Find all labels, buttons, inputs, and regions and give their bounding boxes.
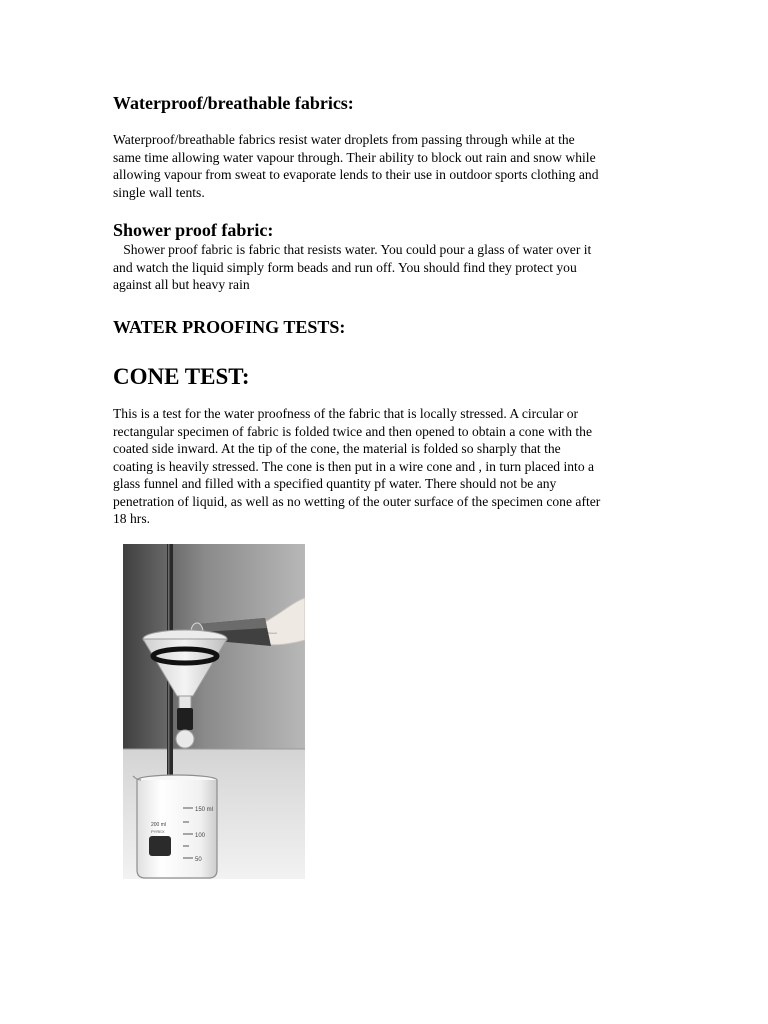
text-line: against all but heavy rain [113, 277, 250, 292]
paragraph-waterproof-breathable [113, 131, 658, 201]
text-line: Shower proof fabric is fabric that resists water. You could pour a glass of water over it [113, 242, 592, 257]
beaker-brand-label: PYREX [151, 829, 165, 834]
paragraph-shower-proof [113, 241, 658, 294]
text-line: rectangular specimen of fabric is folded twice and then opened to obtain a cone with the [113, 423, 593, 439]
heading-shower-proof: Shower proof fabric: [113, 220, 274, 240]
beaker-mark-100: 100 [195, 833, 206, 839]
heading-cone-test: CONE TEST: [113, 364, 250, 389]
text-line: and watch the liquid simply form beads and run off. You should find they protect you [113, 259, 577, 275]
text-line: allowing vapour from sweat to evaporate lends to their use in outdoor sports clothing and [113, 167, 599, 182]
text-line: coating is heavily stressed. The cone is then put in a wire cone and , in turn placed into a [113, 458, 595, 474]
text-line: same time allowing water vapour through. Their ability to block out rain and snow while [113, 149, 596, 165]
text-line: single wall tents. [113, 184, 205, 200]
text-line: This is a test for the water proofness of the fabric that is locally stressed. A circular or [113, 406, 579, 421]
beaker-volume-label: 200 ml [151, 822, 167, 828]
paragraph-cone-test [113, 405, 658, 528]
beaker-mark-50: 50 [195, 857, 202, 863]
text-line: 18 hrs. [113, 511, 151, 526]
cone-test-apparatus-photo [115, 544, 305, 884]
heading-water-proofing-tests: WATER PROOFING TESTS: [113, 317, 346, 337]
heading-waterproof-breathable: Waterproof/breathable fabrics: [113, 93, 354, 113]
text-line: Waterproof/breathable fabrics resist water droplets from passing through while at the [113, 132, 575, 147]
text-line: penetration of liquid, as well as no wetting of the outer surface of the specimen cone after [113, 493, 601, 509]
beaker-mark-150: 150 ml [195, 807, 214, 813]
text-line: glass funnel and filled with a specified quantity pf water. There should not be any [113, 476, 557, 491]
text-line: coated side inward. At the tip of the cone, the material is folded so sharply that the [113, 441, 561, 456]
